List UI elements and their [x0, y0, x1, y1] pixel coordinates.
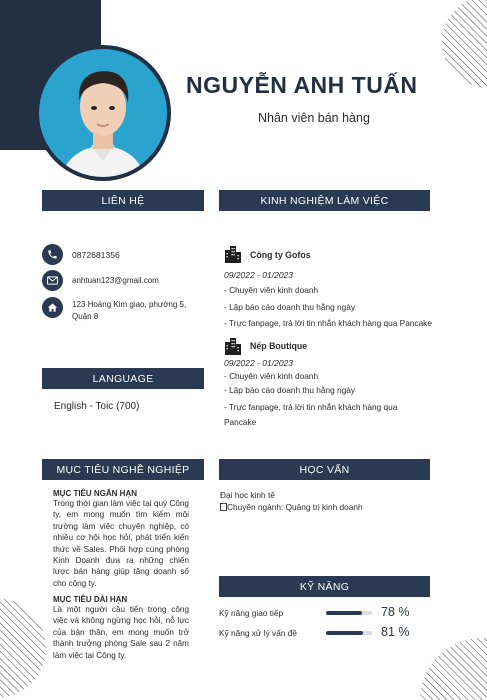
- job-duty: - Trực fanpage, trả lời tin nhắn khách hàng qua Pancake: [224, 318, 432, 328]
- language-value: English - Toic (700): [54, 401, 140, 412]
- home-icon: [42, 297, 63, 318]
- job-company: Công ty Gofos: [250, 250, 311, 260]
- skill-label: Kỹ năng xử lý vấn đề: [219, 628, 297, 638]
- skill-progress-track: [326, 631, 372, 635]
- portrait-illustration: [39, 49, 167, 177]
- contact-email: anhtuan123@gmail.com: [72, 276, 159, 285]
- candidate-name: NGUYỄN ANH TUẤN: [186, 72, 418, 98]
- building-icon: [224, 338, 242, 355]
- job-title: Nhân viên bán hàng: [258, 111, 370, 125]
- job-period: 09/2022 - 01/2023: [224, 358, 294, 368]
- education-major: [220, 502, 363, 512]
- skills-heading: KỸ NĂNG: [219, 576, 430, 597]
- skill-percent: 78 %: [381, 605, 410, 619]
- long-term-goal-title: MỤC TIÊU DÀI HẠN: [53, 595, 128, 604]
- contact-heading: LIÊN HỆ: [42, 190, 204, 211]
- job-duty: - Trực fanpage, trả lời tin nhắn khách hàng qua Pancake: [224, 402, 398, 427]
- long-term-goal-text: Là một người cầu tiến trong công việc và không ngừng học hỏi, nỗ lực của bản thân, em mong muốn trở thành trưởng phòng Sale sau 2 năm làm việc tại Công ty.: [53, 605, 189, 660]
- short-term-goal-title: MỤC TIÊU NGẮN HẠN: [53, 489, 137, 498]
- email-icon: [42, 270, 63, 291]
- building-icon: [224, 246, 242, 263]
- language-heading: LANGUAGE: [42, 368, 204, 389]
- skill-percent: 81 %: [381, 625, 410, 639]
- skill-label: Kỹ năng giao tiếp: [219, 608, 284, 618]
- hatched-circle-bottom-right-decoration: [404, 622, 487, 700]
- education-heading: HỌC VẤN: [219, 459, 430, 480]
- job-period: 09/2022 - 01/2023: [224, 270, 294, 280]
- contact-address: 123 Hoàng Kim giao, phường 5, Quận 8: [72, 300, 187, 321]
- skill-progress-fill: [326, 611, 362, 615]
- hatched-circle-bottom-left-decoration: [0, 588, 48, 700]
- job-duty: - Lập báo cáo doanh thu hằng ngày: [224, 385, 356, 395]
- experience-heading: KINH NGHIỆM LÀM VIỆC: [219, 190, 430, 211]
- skill-progress-fill: [326, 631, 363, 635]
- education-school: Đại học kinh tế: [220, 490, 275, 500]
- job-duty: - Lập báo cáo doanh thu hằng ngày: [224, 302, 356, 312]
- phone-icon: [42, 244, 63, 265]
- objective-heading: MỤC TIÊU NGHỀ NGHIỆP: [42, 459, 204, 480]
- checkbox-icon: [220, 503, 227, 511]
- job-duty: - Chuyên viên kinh doanh: [224, 371, 319, 381]
- short-term-goal-text: Trong thời gian làm việc tại quý Công ty, em mong muốn tìm kiếm môi trường làm việc chuyên nghiệp, có nhiều cơ hội học hỏi, phát triển kiến thức về Sales. Phối hợp cùng phòng Kinh Doanh đưa ra những chiến lược bán hàng giúp tăng doanh số cho công ty.: [53, 499, 189, 588]
- skill-progress-track: [326, 611, 372, 615]
- education-major-text: Chuyên ngành: Quảng trị kinh doanh: [227, 502, 363, 512]
- contact-phone: 0872681356: [72, 250, 120, 260]
- hatched-circle-top-right-decoration: [436, 0, 487, 95]
- job-duty: - Chuyên viên kinh doanh: [224, 285, 319, 295]
- avatar: [35, 45, 171, 181]
- job-company: Nếp Boutique: [250, 341, 308, 351]
